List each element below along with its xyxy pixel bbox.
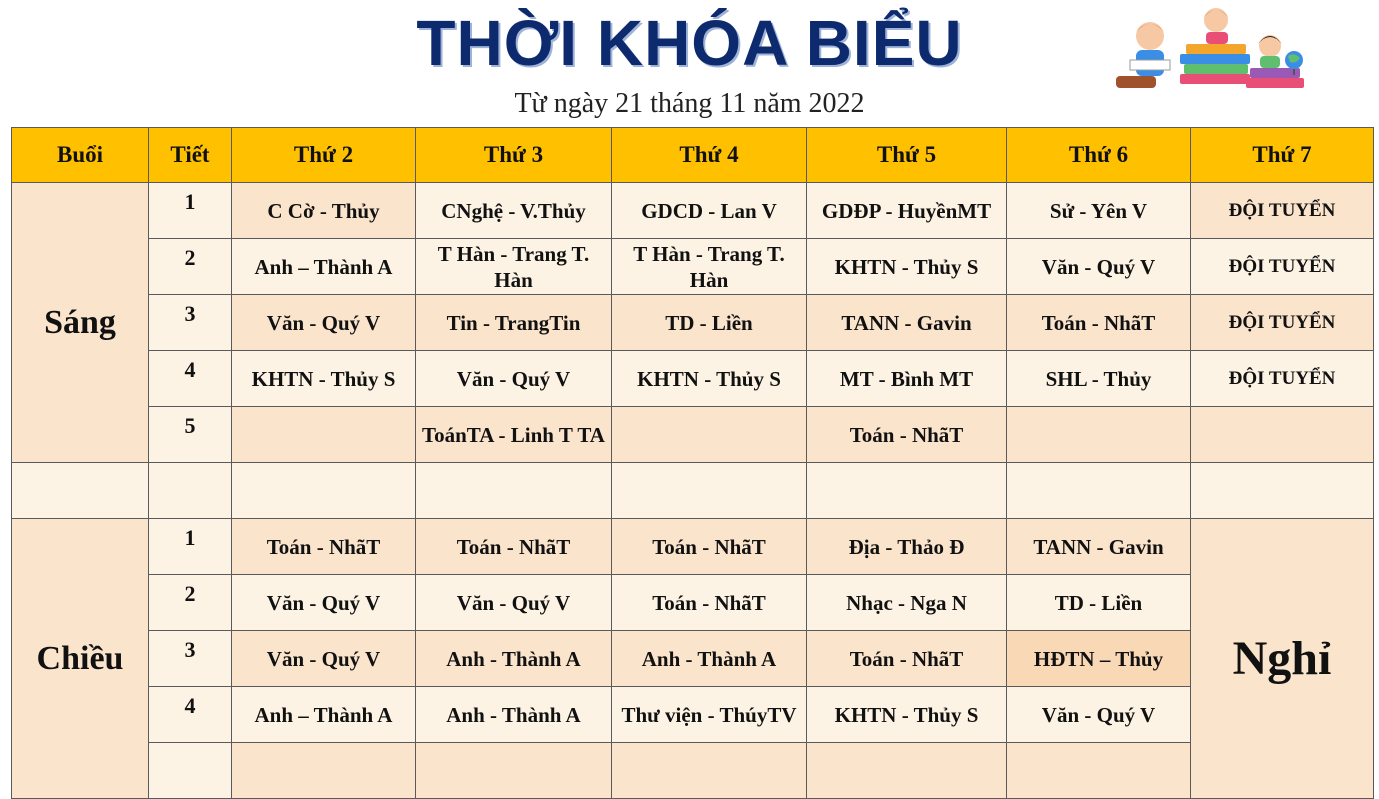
schedule-cell: Thư viện - ThúyTV [612,687,807,743]
session-afternoon: Chiều [12,519,149,799]
schedule-cell: Văn - Quý V [416,351,612,407]
header-tuesday: Thứ 3 [416,128,612,183]
schedule-cell: Anh - Thành A [612,631,807,687]
schedule-cell: Toán - NhãT [807,407,1007,463]
date-subtitle: Từ ngày 21 tháng 11 năm 2022 [514,88,865,119]
schedule-cell: ĐỘI TUYỂN [1191,183,1374,239]
saturday-off: Nghỉ [1191,519,1374,799]
schedule-cell: Anh – Thành A [232,239,416,295]
timetable [11,127,1374,799]
schedule-cell: Toán - NhãT [807,631,1007,687]
schedule-cell: C Cờ - Thủy [232,183,416,239]
period-number: 4 [149,351,232,407]
schedule-cell: Toán - NhãT [416,519,612,575]
schedule-cell: Văn - Quý V [416,575,612,631]
empty-cell [416,463,612,519]
schedule-cell: MT - Bình MT [807,351,1007,407]
schedule-cell: TD - Liền [1007,575,1191,631]
schedule-cell: Sử - Yên V [1007,183,1191,239]
schedule-cell: TD - Liền [612,295,807,351]
schedule-cell: Địa - Thảo Đ [807,519,1007,575]
schedule-cell: ToánTA - Linh T TA [416,407,612,463]
schedule-cell: Toán - NhãT [612,519,807,575]
schedule-cell: Văn - Quý V [1007,687,1191,743]
empty-cell [1007,463,1191,519]
schedule-cell [1191,407,1374,463]
schedule-cell: Tin - TrangTin [416,295,612,351]
schedule-cell: Văn - Quý V [232,575,416,631]
empty-cell [232,463,416,519]
schedule-cell: Toán - NhãT [612,575,807,631]
schedule-cell: ĐỘI TUYỂN [1191,295,1374,351]
schedule-cell [232,407,416,463]
schedule-cell: Văn - Quý V [1007,239,1191,295]
schedule-cell: Nhạc - Nga N [807,575,1007,631]
schedule-cell: Văn - Quý V [232,295,416,351]
schedule-cell: T Hàn - Trang T. Hàn [416,239,612,295]
period-number: 2 [149,575,232,631]
schedule-cell: SHL - Thủy [1007,351,1191,407]
schedule-cell [612,407,807,463]
schedule-cell: CNghệ - V.Thủy [416,183,612,239]
header-saturday: Thứ 7 [1191,128,1374,183]
schedule-cell: Toán - NhãT [232,519,416,575]
schedule-cell: ĐỘI TUYỂN [1191,239,1374,295]
schedule-cell: Anh - Thành A [416,687,612,743]
schedule-cell: TANN - Gavin [807,295,1007,351]
header-thursday: Thứ 5 [807,128,1007,183]
schedule-cell: TANN - Gavin [1007,519,1191,575]
schedule-cell: Anh – Thành A [232,687,416,743]
schedule-cell: GDĐP - HuyềnMT [807,183,1007,239]
period-number: 4 [149,687,232,743]
empty-cell [1191,463,1374,519]
header-wednesday: Thứ 4 [612,128,807,183]
period-number: 5 [149,407,232,463]
schedule-cell: T Hàn - Trang T. Hàn [612,239,807,295]
schedule-cell: GDCD - Lan V [612,183,807,239]
page-title: THỜI KHÓA BIỂU [416,7,963,79]
header-period: Tiết [149,128,232,183]
period-number: 3 [149,631,232,687]
schedule-cell: Toán - NhãT [1007,295,1191,351]
period-number: 1 [149,519,232,575]
empty-cell [12,463,149,519]
schedule-cell: KHTN - Thủy S [612,351,807,407]
schedule-cell: KHTN - Thủy S [232,351,416,407]
period-number: 1 [149,183,232,239]
empty-cell [149,463,232,519]
header-monday: Thứ 2 [232,128,416,183]
schedule-cell: ĐỘI TUYỂN [1191,351,1374,407]
schedule-cell: Văn - Quý V [232,631,416,687]
schedule-cell [1007,407,1191,463]
empty-cell [807,463,1007,519]
empty-cell [612,463,807,519]
header-session: Buổi [12,128,149,183]
period-number: 3 [149,295,232,351]
schedule-cell: KHTN - Thủy S [807,687,1007,743]
children-reading-books-icon [1110,2,1310,98]
session-morning: Sáng [12,183,149,463]
schedule-cell: Anh - Thành A [416,631,612,687]
period-number: 2 [149,239,232,295]
schedule-cell: HĐTN – Thủy [1007,631,1191,687]
header-friday: Thứ 6 [1007,128,1191,183]
schedule-cell: KHTN - Thủy S [807,239,1007,295]
